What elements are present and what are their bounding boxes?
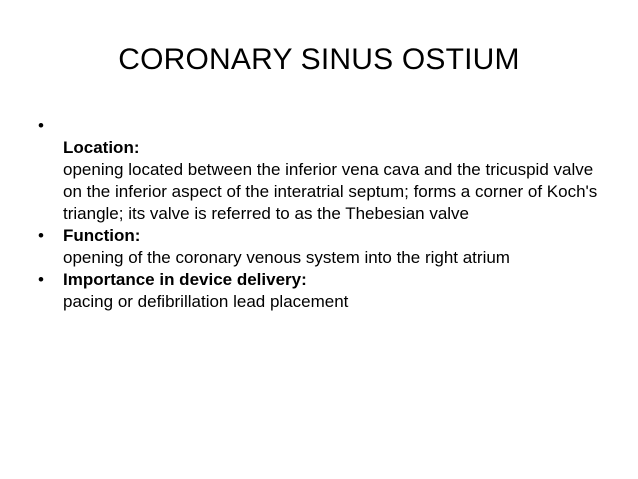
- bullet-icon: •: [38, 226, 44, 245]
- bullet-item-function: [38, 225, 608, 269]
- bullet-list: [38, 115, 608, 313]
- bullet-heading: Importance in device delivery:: [63, 270, 307, 289]
- bullet-text: pacing or defibrillation lead placement: [63, 292, 349, 311]
- slide-title: CORONARY SINUS OSTIUM: [118, 43, 520, 76]
- bullet-item-importance: [38, 269, 608, 313]
- bullet-icon: •: [38, 270, 44, 289]
- bullet-heading: Function:: [63, 226, 141, 245]
- bullet-icon: •: [38, 116, 44, 135]
- bullet-text: opening of the coronary venous system into the right atrium: [63, 248, 510, 267]
- bullet-text: opening located between the inferior vena cava and the tricuspid valve on the inferior aspect of the interatrial septum; forms a corner of Koch's triangle; its valve is referred to as the Thebesian valve: [63, 160, 598, 223]
- empty-line: [63, 115, 608, 137]
- bullet-heading: Location:: [63, 138, 140, 157]
- bullet-item-location: [38, 115, 608, 225]
